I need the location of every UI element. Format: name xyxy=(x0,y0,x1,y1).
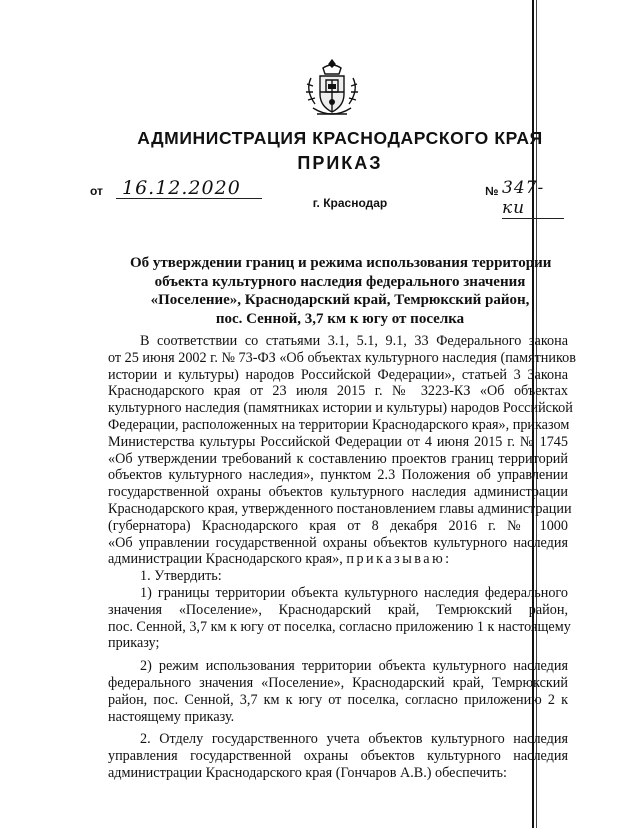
body-line: Краснодарского края от 23 июля 2015 г. № 3223-КЗ «Об объектах xyxy=(108,383,568,400)
handwritten-number: 347-ки xyxy=(502,178,564,219)
body-line: «Об управлении государственной охраны объектов культурного наследия xyxy=(108,534,568,551)
preamble-ending: администрации Краснодарского края», xyxy=(108,551,343,568)
body-line: федерального значения «Поселение», Краснодарский край, Темрюкский xyxy=(108,674,568,691)
body-line: значения «Поселение», Краснодарский край, Темрюкский район, xyxy=(108,601,568,618)
body-line: управления государственной охраны объектов культурного наследия xyxy=(108,748,568,765)
body-line: (губернатора) Краснодарского края от 8 декабря 2016 г. № 1000 xyxy=(108,517,568,534)
body-line: 2. Отделу государственного учета объектов культурного наследия xyxy=(140,731,568,748)
body-line: культурного наследия (памятниках истории и культуры) народов Российской xyxy=(108,400,573,417)
body-line: настоящему приказу. xyxy=(108,708,235,725)
body-line: район, пос. Сенной, 3,7 км к югу от поселка, согласно приложению 2 к xyxy=(108,691,568,708)
date-prefix: от xyxy=(90,184,103,198)
body-line: истории и культуры) народов Российской Федерации», статьей 3 Закона xyxy=(108,366,568,383)
document-title xyxy=(130,254,550,328)
body-line: объектов культурного наследия», пунктом 2.3 Положения об управлении xyxy=(108,467,568,484)
body-line: 2) режим использования территории объекта культурного наследия xyxy=(140,658,568,675)
document-type: ПРИКАЗ xyxy=(297,153,383,173)
body-line-order xyxy=(108,551,568,568)
title-line: пос. Сенной, 3,7 км к югу от поселка xyxy=(215,310,465,327)
title-line: объекта культурного наследия федерального значения xyxy=(154,273,526,290)
body-line: государственной охраны объектов культурного наследия администрации xyxy=(108,484,568,501)
organization-name: АДМИНИСТРАЦИЯ КРАСНОДАРСКОГО КРАЯ xyxy=(137,128,543,148)
title-line: Об утверждении границ и режима использования территории xyxy=(130,255,552,271)
body-line: «Об утверждении требований к составлению проектов границ территорий xyxy=(108,450,568,467)
body-line: от 25 июня 2002 г. № 73-ФЗ «Об объектах культурного наследия (памятников xyxy=(108,349,576,366)
body-line: пос. Сенной, 3,7 км к югу от поселка, согласно приложению 1 к настоящему xyxy=(108,618,571,635)
item-1-heading: 1. Утвердить: xyxy=(140,568,222,585)
order-word: приказываю: xyxy=(346,551,452,568)
body-line: В соответствии со статьями 3.1, 5.1, 9.1, 33 Федерального закона xyxy=(140,333,568,349)
document-body xyxy=(108,333,576,782)
city-line: г. Краснодар xyxy=(312,196,388,210)
title-line: «Поселение», Краснодарский край, Темрюкский район, xyxy=(150,292,530,308)
number-prefix: № xyxy=(485,184,499,198)
body-line: приказу; xyxy=(108,635,160,652)
body-line: 1) границы территории объекта культурного наследия федерального xyxy=(140,584,568,601)
body-line: Министерства культуры Российской Федерации от 4 июня 2015 г. № 1745 xyxy=(108,433,568,450)
body-line: Краснодарского края, утвержденного постановлением главы администрации xyxy=(108,500,572,517)
handwritten-date: 16.12.2020 xyxy=(116,178,262,199)
krasnodar-coat-of-arms-icon xyxy=(303,58,361,120)
body-line: администрации Краснодарского края (Гончаров А.В.) обеспечить: xyxy=(108,764,507,781)
body-line: Федерации, расположенных на территории Краснодарского края», приказом xyxy=(108,416,570,433)
